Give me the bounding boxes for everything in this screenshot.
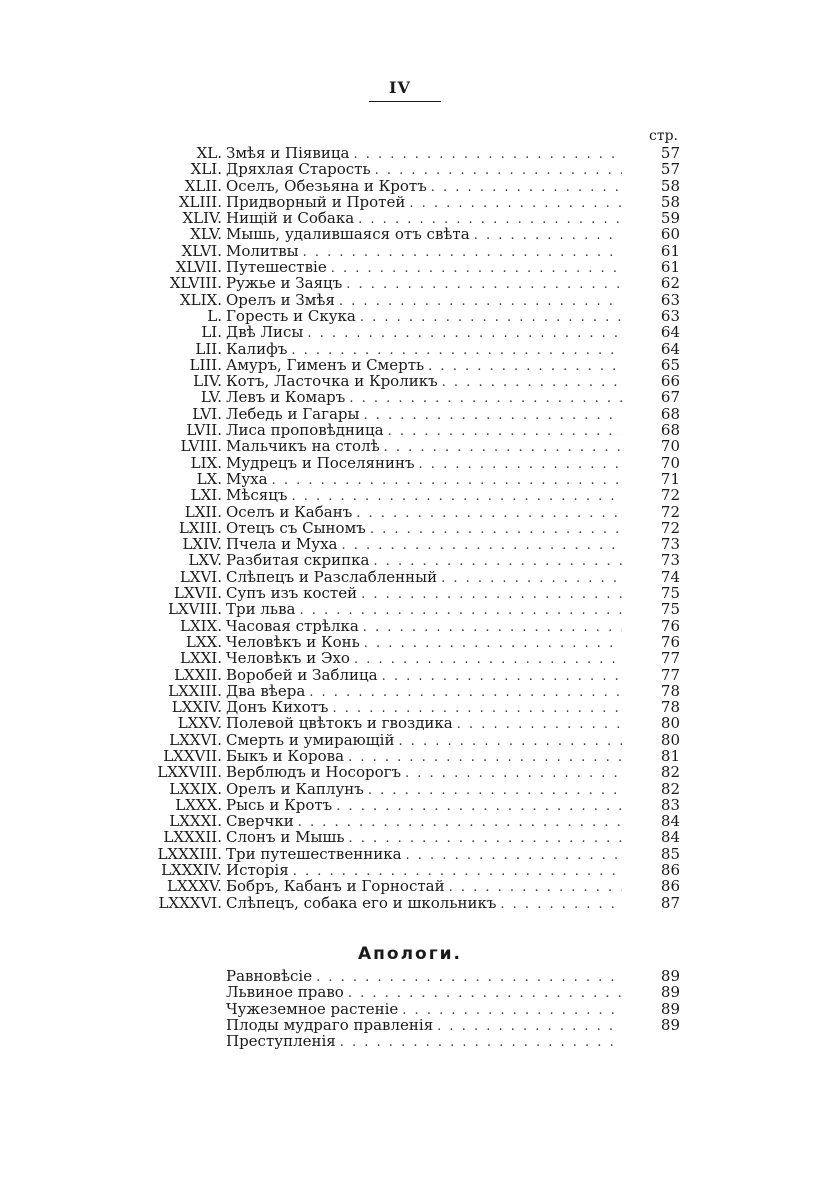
toc-entry-page: 71 [660, 469, 680, 488]
toc-entry[interactable] [100, 732, 680, 748]
toc-entry-number: LXXVI. [169, 730, 222, 749]
toc-entry-number: XLVII. [175, 258, 222, 277]
toc-entry[interactable] [100, 878, 680, 894]
apologue-entry-page: 89 [660, 1015, 680, 1034]
toc-entry-number: XLVI. [181, 241, 222, 260]
toc-entry-number: LVIII. [180, 437, 222, 456]
toc-entry-number: LV. [200, 388, 222, 407]
toc-entry-title: Сверчки [226, 813, 294, 831]
toc-entry[interactable] [100, 389, 680, 405]
toc-entry[interactable] [100, 292, 680, 308]
toc-entry-title: Мальчикъ на столѣ [226, 438, 380, 456]
toc-entry-number: LXII. [184, 502, 222, 521]
toc-entry-number: LXXIX. [169, 779, 222, 798]
toc-entry[interactable] [100, 650, 680, 666]
toc-entry-page: 57 [660, 144, 680, 162]
toc-entry[interactable] [100, 634, 680, 650]
toc-entry[interactable] [100, 226, 680, 242]
toc-entry-page: 74 [660, 567, 680, 586]
toc-entry-page: 81 [660, 746, 680, 765]
toc-entry[interactable] [100, 797, 680, 813]
toc-entry-number: LXVIII. [167, 600, 222, 619]
toc-entry-title: Придворный и Протей [226, 193, 406, 211]
toc-entry-title: Пчела и Муха [226, 536, 338, 554]
toc-entry-page: 72 [660, 502, 680, 521]
toc-entry-page: 78 [660, 681, 680, 700]
apologue-entry[interactable] [226, 1033, 680, 1049]
toc-entry-page: 57 [660, 160, 680, 179]
toc-entry-number: LIII. [189, 355, 222, 374]
toc-entry-page: 87 [660, 893, 680, 912]
toc-entry[interactable] [100, 373, 680, 389]
toc-entry[interactable] [100, 161, 680, 177]
toc-entry-title: Исторія [226, 862, 289, 880]
toc-entry-page: 58 [660, 192, 680, 211]
toc-entry-page: 82 [660, 763, 680, 782]
toc-entry-page: 84 [660, 812, 680, 831]
toc-entry-number: LXXIII. [168, 681, 222, 700]
toc-entry-title: Двѣ Лисы [226, 324, 304, 342]
toc-entry[interactable] [100, 552, 680, 568]
toc-entry-page: 85 [660, 844, 680, 863]
toc-entry-number: LIX. [190, 453, 222, 472]
toc-entry-title: Слонъ и Мышь [226, 829, 345, 847]
toc-entry-page: 70 [660, 453, 680, 472]
toc-entry-title: Верблюдъ и Носорогъ [226, 764, 402, 782]
toc-entry-number: LXXVIII. [157, 763, 222, 782]
toc-entry-title: Слѣпецъ и Разслабленный [226, 568, 438, 586]
apologues-heading: Апологи. [358, 944, 462, 964]
page-column-header: стр. [649, 128, 678, 144]
toc-entry-page: 68 [660, 404, 680, 423]
toc-entry-number: LXVI. [179, 567, 222, 586]
toc-entry[interactable] [100, 487, 680, 503]
toc-entry[interactable] [100, 667, 680, 683]
toc-entry-number: LXXXIII. [157, 844, 222, 863]
toc-entry[interactable] [100, 781, 680, 797]
apologue-entry[interactable] [226, 984, 680, 1000]
apologue-entry-title: Преступленія [226, 1033, 336, 1051]
toc-entry[interactable] [100, 895, 680, 911]
toc-entry-title: Мудрецъ и Поселянинъ [226, 454, 415, 472]
toc-entry-number: LXXXV. [167, 877, 222, 896]
toc-entry-number: LXIX. [179, 616, 222, 635]
toc-entry-number: LXI. [190, 486, 222, 505]
toc-entry-title: Супъ изъ костей [226, 585, 358, 603]
toc-entry-title: Ружье и Заяцъ [226, 275, 343, 293]
toc-entry-number: LXXVII. [163, 746, 222, 765]
apologue-entry-title: Плоды мудраго правленія [226, 1016, 434, 1034]
toc-entry-number: LXXXI. [169, 812, 222, 831]
apologue-entry[interactable] [226, 968, 680, 984]
toc-entry[interactable] [100, 813, 680, 829]
toc-entry-title: Отецъ съ Сыномъ [226, 519, 366, 537]
toc-entry[interactable] [100, 569, 680, 585]
toc-entry-title: Три путешественника [226, 845, 402, 863]
toc-entry-title: Мышь, удалившаяся отъ свѣта [226, 226, 470, 244]
toc-entry[interactable] [100, 210, 680, 226]
header-rule [369, 101, 441, 102]
toc-entry-title: Лиса проповѣдница [226, 422, 384, 440]
toc-entry-page: 61 [660, 258, 680, 277]
toc-entry-number: L. [207, 306, 222, 325]
apologue-entry[interactable] [226, 1001, 680, 1017]
toc-entry-page: 70 [660, 437, 680, 456]
toc-entry-page: 76 [660, 632, 680, 651]
toc-entry-number: LVII. [186, 421, 222, 440]
toc-entry-number: LXXXII. [163, 828, 222, 847]
toc-entry-title: Калифъ [226, 340, 288, 358]
toc-entry[interactable] [100, 438, 680, 454]
toc-entry-number: XLV. [190, 225, 222, 244]
toc-entry-page: 75 [660, 584, 680, 603]
toc-entry-page: 59 [660, 209, 680, 228]
toc-entry[interactable] [100, 601, 680, 617]
toc-entry-page: 63 [660, 306, 680, 325]
toc-entry-page: 66 [660, 372, 680, 391]
toc-entry-page: 63 [660, 290, 680, 309]
toc-entry-title: Орелъ и Каплунъ [226, 780, 364, 798]
toc-entry-title: Оселъ, Обезьяна и Кротъ [226, 177, 427, 195]
toc-entry-page: 72 [660, 518, 680, 537]
toc-entry-number: LXXV. [177, 714, 222, 733]
toc-entry-page: 80 [660, 714, 680, 733]
toc-entry-title: Донъ Кихотъ [226, 699, 329, 717]
toc-entry-title: Муха [226, 470, 268, 488]
toc-entry-title: Два вѣера [226, 682, 306, 700]
toc-entry-title: Рысь и Кротъ [226, 796, 333, 814]
toc-entry-title: Дряхлая Старость [226, 161, 371, 179]
toc-entry[interactable] [100, 406, 680, 422]
toc-entry-page: 65 [660, 355, 680, 374]
toc-entry-number: XLIX. [179, 290, 222, 309]
apologue-entry-page: 89 [660, 999, 680, 1018]
toc-entry-page: 73 [660, 535, 680, 554]
toc-entry-page: 78 [660, 698, 680, 717]
toc-entry-page: 62 [660, 274, 680, 293]
toc-entry-page: 58 [660, 176, 680, 195]
toc-entry[interactable] [100, 846, 680, 862]
toc-entry-title: Оселъ и Кабанъ [226, 503, 353, 521]
toc-entry-title: Орелъ и Змѣя [226, 291, 335, 309]
toc-entry-number: LXVII. [173, 584, 222, 603]
toc-entry[interactable] [100, 308, 680, 324]
apologue-entry-body [226, 1033, 622, 1051]
toc-entry[interactable] [100, 194, 680, 210]
toc-entry-page: 73 [660, 551, 680, 570]
toc-entry-number: XLIII. [178, 192, 222, 211]
toc-entry-number: LXXII. [174, 665, 222, 684]
toc-entry[interactable] [100, 422, 680, 438]
toc-entry-page: 82 [660, 779, 680, 798]
toc-entry-number: LXX. [185, 632, 222, 651]
apologue-entry-title: Львиное право [226, 984, 344, 1002]
page-number: IV [389, 78, 411, 97]
toc-entry-title: Человѣкъ и Конь [226, 633, 360, 651]
toc-entry-title: Три льва [226, 601, 296, 619]
toc-entry-title: Лебедь и Гагары [226, 405, 360, 423]
toc-entry-page: 64 [660, 323, 680, 342]
apologue-entry-title: Равновѣсіе [226, 968, 313, 985]
toc-entry-title: Воробей и Заблица [226, 666, 378, 684]
toc-entry-title: Нищій и Собака [226, 210, 355, 228]
toc-entry[interactable] [100, 764, 680, 780]
toc-entry-title: Котъ, Ласточка и Кроликъ [226, 373, 438, 391]
toc-entry-page: 72 [660, 486, 680, 505]
toc-entry[interactable] [100, 504, 680, 520]
apologues-list [226, 968, 680, 1049]
toc-entry[interactable] [100, 585, 680, 601]
toc-entry-page: 61 [660, 241, 680, 260]
toc-entry-page: 86 [660, 861, 680, 880]
toc-entry-title: Человѣкъ и Эхо [226, 650, 350, 668]
toc-entry-number: LII. [195, 339, 222, 358]
toc-entry-page: 77 [660, 649, 680, 668]
toc-entry[interactable] [100, 341, 680, 357]
toc-entry-title: Часовая стрѣлка [226, 617, 359, 635]
toc-entry-title: Горесть и Скука [226, 307, 356, 325]
toc-entry[interactable] [100, 748, 680, 764]
toc-entry-number: LXV. [188, 551, 222, 570]
toc-entry-title: Путешествіе [226, 259, 327, 277]
apologue-entry-title: Чужеземное растеніе [226, 1000, 399, 1018]
toc-entry[interactable] [100, 243, 680, 259]
toc-entry-title: Молитвы [226, 242, 299, 260]
apologue-entry[interactable] [226, 1017, 680, 1033]
toc-entry[interactable] [100, 683, 680, 699]
toc-entry-number: LXXX. [175, 795, 222, 814]
toc-entry[interactable] [100, 618, 680, 634]
toc-entry[interactable] [100, 862, 680, 878]
toc-entry-page: 77 [660, 665, 680, 684]
toc-entry-number: LXIV. [182, 535, 222, 554]
toc-entry[interactable] [100, 178, 680, 194]
toc-entry-number: LXXIV. [171, 698, 222, 717]
toc-entry-title: Амуръ, Гименъ и Смерть [226, 356, 425, 374]
toc-entry[interactable] [100, 520, 680, 536]
toc-entry-number: XLVIII. [169, 274, 222, 293]
toc-entry-title: Быкъ и Корова [226, 747, 345, 765]
toc-entry-number: XLII. [184, 176, 222, 195]
toc-entry-number: XL. [196, 144, 222, 162]
toc-entry-page: 60 [660, 225, 680, 244]
toc-entry-page: 67 [660, 388, 680, 407]
toc-entry-title: Левъ и Комаръ [226, 389, 346, 407]
toc-entry[interactable] [100, 357, 680, 373]
toc-entry-page: 83 [660, 795, 680, 814]
toc-entry-number: LXXXIV. [161, 861, 222, 880]
toc-entry-number: LXXXVI. [158, 893, 222, 912]
apologue-entry-page: 89 [660, 983, 680, 1002]
toc-entry-title: Смерть и умирающій [226, 731, 395, 749]
toc-entry-number: LIV. [193, 372, 222, 391]
toc-entry-title: Полевой цвѣтокъ и гвоздика [226, 715, 453, 733]
toc-entry-page: 64 [660, 339, 680, 358]
toc-entry[interactable] [100, 259, 680, 275]
toc-entry-title: Бобръ, Кабанъ и Горностай [226, 878, 445, 896]
toc-entry-page: 75 [660, 600, 680, 619]
toc-entry[interactable] [100, 145, 680, 161]
toc-entry-title: Разбитая скрипка [226, 552, 370, 570]
toc-entry[interactable] [100, 829, 680, 845]
dot-leader [500, 897, 622, 913]
toc-entry-page: 76 [660, 616, 680, 635]
dot-leader [340, 1035, 622, 1051]
toc-entry-page: 68 [660, 421, 680, 440]
toc-entry-body [226, 895, 622, 913]
toc-entry-page: 80 [660, 730, 680, 749]
toc-entry-title: Мѣсяцъ [226, 487, 288, 505]
toc-entry-title: Змѣя и Піявица [226, 145, 350, 162]
toc-entry[interactable] [100, 455, 680, 471]
toc-entry-number: LVI. [192, 404, 222, 423]
toc-entry[interactable] [100, 699, 680, 715]
toc-entry[interactable] [100, 536, 680, 552]
toc-entry-number: XLI. [190, 160, 222, 179]
toc-entry[interactable] [100, 471, 680, 487]
toc-entry-number: XLIV. [182, 209, 222, 228]
toc-entry-page: 84 [660, 828, 680, 847]
toc-entry-page: 86 [660, 877, 680, 896]
toc-entry[interactable] [100, 715, 680, 731]
toc-entry-number: LXIII. [178, 518, 222, 537]
toc-entry-number: LXXI. [179, 649, 222, 668]
table-of-contents [100, 145, 680, 911]
toc-entry[interactable] [100, 324, 680, 340]
toc-entry-title: Слѣпецъ, собака его и школьникъ [226, 894, 497, 912]
toc-entry-number: LI. [201, 323, 222, 342]
toc-entry-number: LX. [196, 469, 222, 488]
apologue-entry-page: 89 [660, 967, 680, 985]
toc-entry[interactable] [100, 275, 680, 291]
